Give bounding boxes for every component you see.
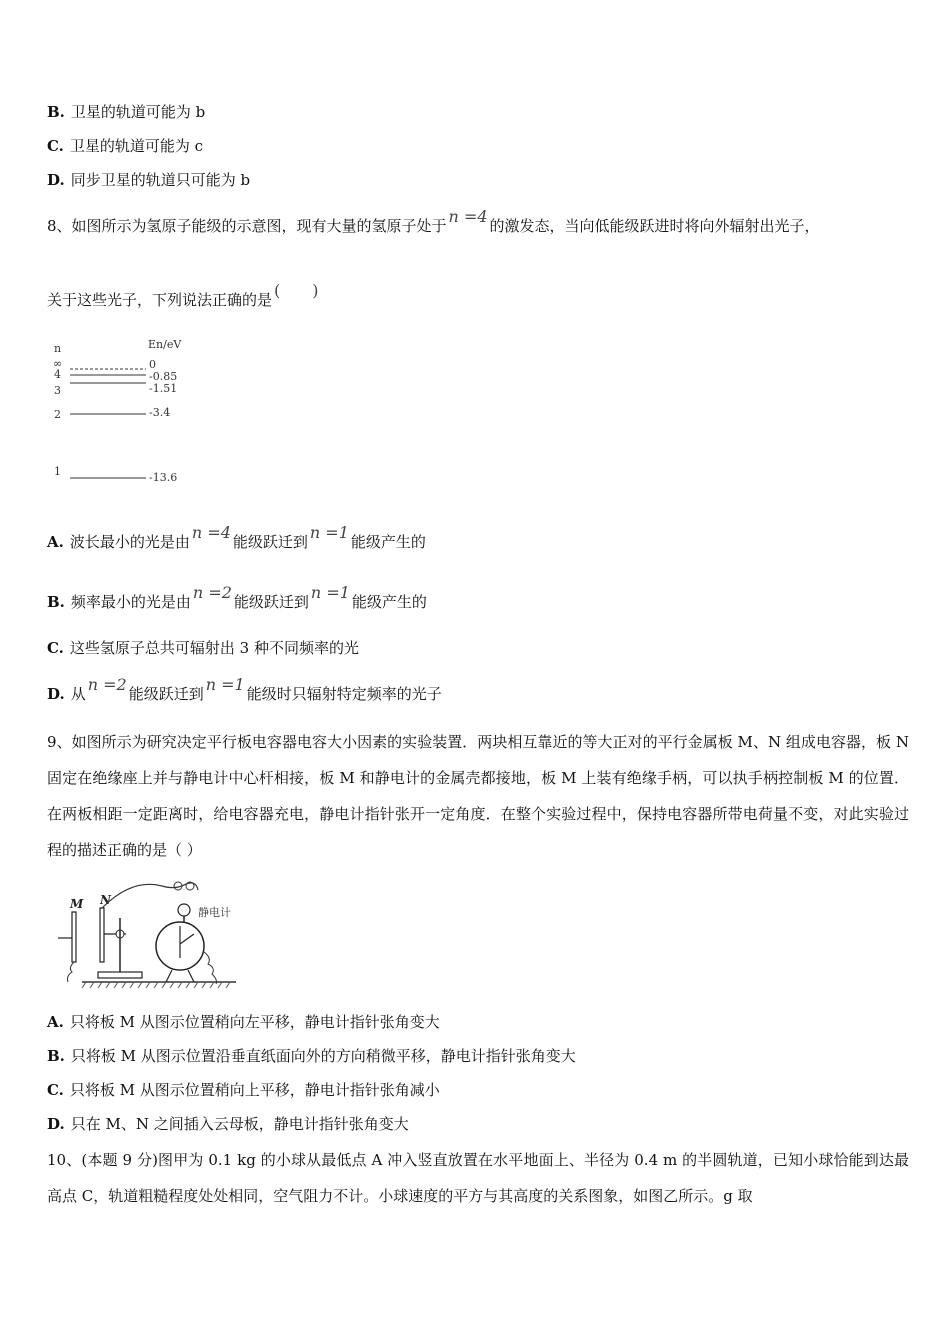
option-text: 从 xyxy=(70,685,86,703)
option-text: 能级跃迁到 xyxy=(128,685,204,703)
q8-stem-text: 8、如图所示为氢原子能级的示意图，现有大量的氢原子处于 xyxy=(47,217,447,235)
option-text: 能级产生的 xyxy=(350,533,426,551)
insulating-base xyxy=(98,972,142,978)
level-energy-label: 0 xyxy=(149,358,156,371)
plate-m-ground-wire xyxy=(68,962,75,982)
option-text: 只将板 M 从图示位置稍向左平移，静电计指针张角变大 xyxy=(69,1013,440,1031)
math-expression: n =2 xyxy=(87,675,127,694)
level-n-label: ∞ xyxy=(53,357,63,370)
math-expression: n =2 xyxy=(192,583,232,602)
q9-stem: 9、如图所示为研究决定平行板电容器电容大小因素的实验装置．两块相互靠近的等大正对的平行金属板 M、N 组成电容器，板 N 固定在绝缘座上并与静电计中心杆相接，板 M 和静电计的金属壳都接地，板 M 上装有绝缘手柄，可以执手柄控制板 M 的位置．在两板相距一定距离时，给电容器充电，静电计指针张开一定角度．在整个实验过程中，保持电容器所带电荷量不变，对此实验过程的描述正确的是（ ） xyxy=(47,733,909,859)
option-letter: A. xyxy=(47,533,64,551)
q8-option-a xyxy=(47,523,426,552)
electrometer-knob xyxy=(178,904,190,916)
diagram-n-label: n xyxy=(54,342,62,355)
ground-hatch xyxy=(82,982,230,988)
level-n-label: 1 xyxy=(54,465,61,478)
option-text: 能级产生的 xyxy=(351,593,427,611)
q7-option-c xyxy=(47,136,203,156)
math-expression: n =1 xyxy=(205,675,245,694)
diagram-energy-label: En/eV xyxy=(148,338,182,351)
q7-option-d xyxy=(47,170,250,190)
option-letter: C. xyxy=(47,1081,64,1099)
option-letter: B. xyxy=(47,593,65,611)
option-letter: B. xyxy=(47,1047,65,1065)
answer-parentheses: ( ) xyxy=(274,281,319,300)
plate-n-label: N xyxy=(100,893,111,907)
energy-level-diagram xyxy=(48,336,208,486)
q8-option-b xyxy=(47,583,427,612)
option-text: 波长最小的光是由 xyxy=(69,533,190,551)
option-letter: D. xyxy=(47,685,65,703)
math-expression: n =1 xyxy=(309,523,349,542)
q9-option-c xyxy=(47,1080,440,1100)
math-expression: n =4 xyxy=(448,207,488,226)
electrometer-stand xyxy=(166,970,194,982)
math-expression: n =1 xyxy=(310,583,350,602)
option-text: 能级跃迁到 xyxy=(233,593,309,611)
option-text: 这些氢原子总共可辐射出 3 种不同频率的光 xyxy=(69,639,359,657)
option-text: 卫星的轨道可能为 c xyxy=(69,137,204,155)
electrometer-label: 静电计 xyxy=(198,906,231,919)
option-text: 只将板 M 从图示位置沿垂直纸面向外的方向稍微平移，静电计指针张角变大 xyxy=(70,1047,576,1065)
option-text: 只将板 M 从图示位置稍向上平移，静电计指针张角减小 xyxy=(69,1081,440,1099)
option-text: 能级跃迁到 xyxy=(232,533,308,551)
level-n-label: 4 xyxy=(54,368,61,381)
q8-option-c xyxy=(47,638,359,658)
level-energy-label: -0.85 xyxy=(149,370,178,383)
q8-option-d xyxy=(47,675,442,704)
option-letter: D. xyxy=(47,1115,65,1133)
math-expression: n =4 xyxy=(191,523,231,542)
level-energy-label: -1.51 xyxy=(149,382,178,395)
option-text: 卫星的轨道可能为 b xyxy=(70,103,206,121)
option-letter: A. xyxy=(47,1013,64,1031)
plate-m-label: M xyxy=(70,897,84,911)
q9-option-a xyxy=(47,1012,440,1032)
level-energy-label: -3.4 xyxy=(149,406,171,419)
q9-option-d xyxy=(47,1114,409,1134)
capacitor-electrometer-figure xyxy=(46,880,246,1000)
option-letter: D. xyxy=(47,171,65,189)
q8-stem-text: 的激发态，当向低能级跃进时将向外辐射出光子， xyxy=(489,217,820,235)
option-text: 同步卫星的轨道只可能为 b xyxy=(70,171,251,189)
plate-m xyxy=(72,912,76,962)
option-text: 频率最小的光是由 xyxy=(70,593,191,611)
q10-stem: 10、(本题 9 分)图甲为 0.1 kg 的小球从最低点 A 冲入竖直放置在水平地面上、半径为 0.4 m 的半圆轨道，已知小球恰能到达最高点 C，轨道粗糙程度处处相同，空气阻力不计。小球速度的平方与其高度的关系图象，如图乙所示。g 取 xyxy=(47,1151,909,1205)
q9-option-b xyxy=(47,1046,576,1066)
q8-stem-text: 关于这些光子，下列说法正确的是 xyxy=(47,291,273,309)
q7-option-b xyxy=(47,102,205,122)
plate-n xyxy=(100,908,104,962)
option-letter: C. xyxy=(47,137,64,155)
level-n-label: 2 xyxy=(54,408,61,421)
option-letter: B. xyxy=(47,103,65,121)
option-text: 只在 M、N 之间插入云母板，静电计指针张角变大 xyxy=(70,1115,409,1133)
level-energy-label: -13.6 xyxy=(149,471,178,484)
option-text: 能级时只辐射特定频率的光子 xyxy=(246,685,442,703)
q8-stem-line2 xyxy=(47,281,321,310)
electrometer-ground-wire xyxy=(204,952,217,984)
option-letter: C. xyxy=(47,639,64,657)
level-n-label: 3 xyxy=(54,384,61,397)
q8-stem-line1 xyxy=(47,207,820,236)
